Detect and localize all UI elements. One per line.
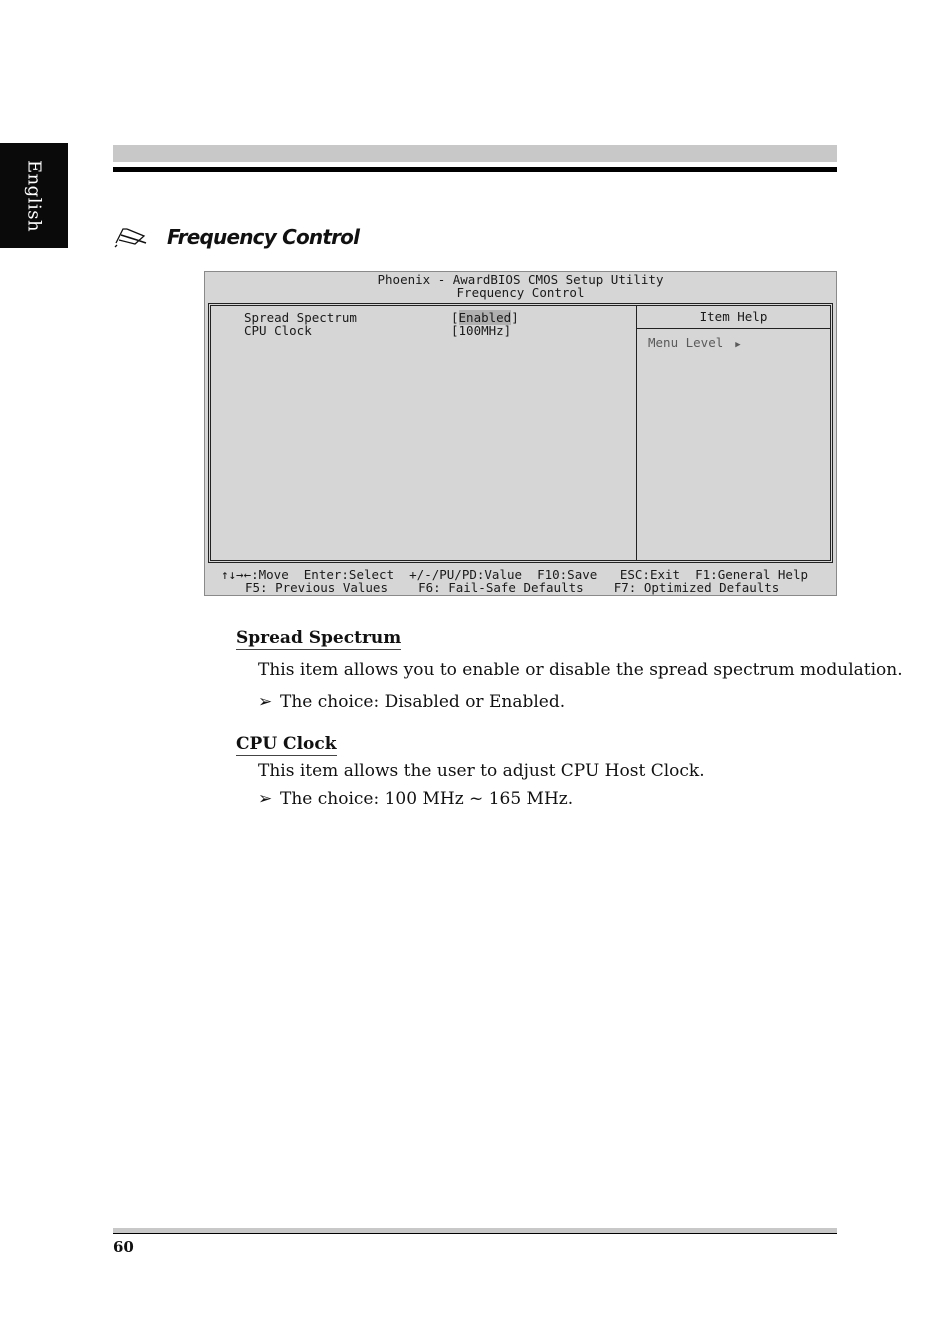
item-description: This item allows you to enable or disable the spread spectrum modulation. xyxy=(258,660,903,680)
section-heading xyxy=(113,222,359,252)
menu-level-label: Menu Level xyxy=(648,335,724,350)
right-arrow-icon: ▶ xyxy=(735,340,741,350)
arrow-bullet-icon: ➢ xyxy=(258,789,273,809)
option-value[interactable]: [100MHz] xyxy=(451,323,512,338)
bios-screenshot xyxy=(204,271,837,596)
footer-black-rule xyxy=(113,1233,837,1234)
item-title-spread-spectrum: Spread Spectrum xyxy=(236,628,402,648)
option-value-open: [ xyxy=(451,310,459,325)
pencil-note-icon xyxy=(113,226,149,248)
bios-key-help-line2: F5: Previous Values F6: Fail-Safe Defaults F7: Optimized Defaults xyxy=(245,580,780,595)
bios-title: Phoenix - AwardBIOS CMOS Setup Utility xyxy=(377,272,664,287)
option-label: Spread Spectrum xyxy=(244,310,357,325)
bios-main-frame xyxy=(208,303,833,563)
option-label: CPU Clock xyxy=(244,323,312,338)
item-choice xyxy=(258,691,565,713)
item-choice-text: The choice: 100 MHz ~ 165 MHz. xyxy=(280,789,574,809)
page-number: 60 xyxy=(113,1238,134,1256)
item-description: This item allows the user to adjust CPU Host Clock. xyxy=(258,761,705,781)
language-tab xyxy=(0,143,68,248)
bios-key-help-line1: ↑↓→←:Move Enter:Select +/-/PU/PD:Value F10:Save ESC:Exit F1:General Help xyxy=(221,567,808,582)
item-title-cpu-clock: CPU Clock xyxy=(236,734,337,754)
bios-subtitle: Frequency Control xyxy=(456,285,585,300)
header-black-rule xyxy=(113,167,837,172)
header-grey-rule xyxy=(113,145,837,162)
menu-level xyxy=(648,335,741,350)
item-choice-text: The choice: Disabled or Enabled. xyxy=(280,692,566,712)
option-value-close: ] xyxy=(511,310,519,325)
arrow-bullet-icon: ➢ xyxy=(258,692,273,712)
bios-option-cpu-clock[interactable] xyxy=(244,324,511,337)
option-value-highlight[interactable]: Enabled xyxy=(458,310,512,325)
item-choice xyxy=(258,788,573,810)
item-help-header: Item Help xyxy=(637,306,830,329)
section-title: Frequency Control xyxy=(167,225,360,249)
language-tab-label: English xyxy=(23,159,45,232)
bios-panel-divider xyxy=(636,306,637,560)
